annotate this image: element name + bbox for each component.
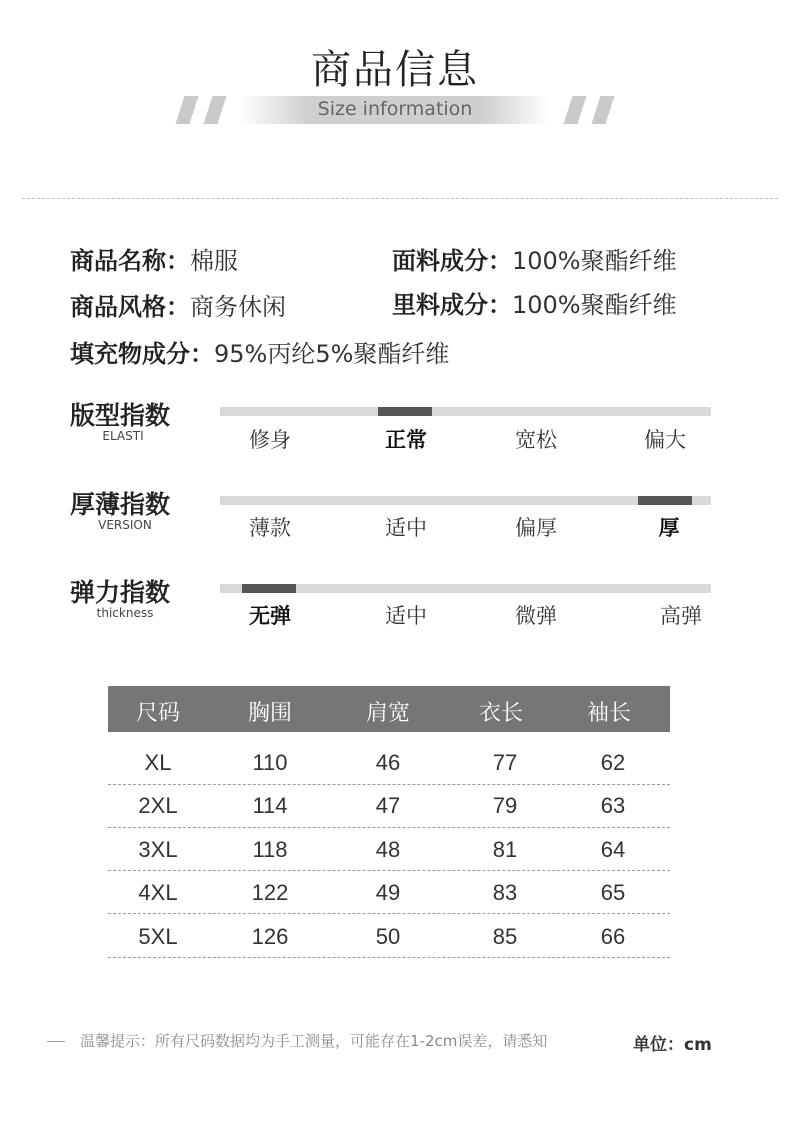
- table-cell: 85: [492, 924, 518, 949]
- fit-option-selected: 正常: [385, 428, 427, 452]
- thickness-index-subtitle: VERSION: [98, 518, 152, 532]
- elasticity-option: 适中: [385, 604, 427, 628]
- elasticity-index-subtitle: thickness: [96, 606, 154, 620]
- thickness-option: 适中: [385, 516, 427, 540]
- info-name-label: 商品名称：: [70, 247, 190, 275]
- table-cell: 114: [252, 793, 288, 818]
- page-title: 商品信息: [311, 47, 479, 93]
- row-divider: [108, 784, 670, 785]
- elasticity-index-title: 弹力指数: [70, 578, 171, 607]
- footer-note: 温馨提示：所有尺码数据均为手工测量，可能存在1-2cm误差，请悉知: [80, 1032, 548, 1050]
- table-cell: 2XL: [138, 793, 178, 818]
- header-shoulder: 肩宽: [365, 701, 410, 726]
- table-cell: 63: [600, 793, 626, 818]
- header-sleeve: 袖长: [586, 701, 631, 726]
- row-divider: [108, 913, 670, 914]
- table-cell: 122: [251, 880, 289, 905]
- section-divider: [22, 198, 778, 199]
- info-lining-value: 100%聚酯纤维: [512, 291, 677, 319]
- info-name-value: 棉服: [190, 247, 238, 275]
- table-cell: 110: [252, 750, 288, 775]
- table-cell: 48: [375, 837, 401, 862]
- table-cell: 126: [251, 924, 289, 949]
- info-style: [70, 287, 286, 322]
- table-cell: 64: [600, 837, 626, 862]
- table-cell: 83: [492, 880, 518, 905]
- table-cell: 46: [375, 750, 401, 775]
- thickness-index-title: 厚薄指数: [70, 490, 171, 519]
- thickness-index-marker: [638, 496, 692, 505]
- table-cell: 62: [600, 750, 626, 775]
- table-cell: 49: [375, 880, 401, 905]
- info-fabric-value: 100%聚酯纤维: [512, 247, 677, 275]
- fit-option: 修身: [249, 428, 291, 452]
- info-name: [70, 241, 238, 276]
- fit-index-track: [220, 407, 711, 416]
- fit-index-marker: [378, 407, 432, 416]
- row-divider: [108, 827, 670, 828]
- header-size: 尺码: [135, 701, 180, 726]
- table-cell: 118: [252, 837, 288, 862]
- info-filling-label: 填充物成分：: [70, 340, 214, 368]
- row-divider: [108, 870, 670, 871]
- row-divider: [108, 957, 670, 958]
- header-chest: 胸围: [247, 701, 292, 726]
- thickness-option: 薄款: [249, 516, 291, 540]
- table-cell: 79: [492, 793, 518, 818]
- fit-index-subtitle: ELASTI: [102, 429, 144, 443]
- info-filling-value: 95%丙纶5%聚酯纤维: [214, 340, 450, 368]
- page-subtitle: Size information: [317, 98, 473, 120]
- info-fabric-label: 面料成分：: [392, 247, 512, 275]
- info-lining: [392, 285, 677, 320]
- table-cell: 65: [600, 880, 626, 905]
- info-fabric: [392, 241, 677, 276]
- table-cell: XL: [144, 750, 172, 775]
- table-cell: 3XL: [138, 837, 178, 862]
- thickness-option-selected: 厚: [658, 516, 680, 540]
- footer-dash: [47, 1041, 65, 1042]
- elasticity-index-marker: [242, 584, 296, 593]
- elasticity-option: 微弹: [515, 604, 557, 628]
- footer-unit: 单位：cm: [633, 1035, 712, 1055]
- table-cell: 4XL: [138, 880, 178, 905]
- table-cell: 50: [375, 924, 401, 949]
- info-style-label: 商品风格：: [70, 293, 190, 321]
- elasticity-option-selected: 无弹: [249, 604, 291, 628]
- elasticity-option: 高弹: [660, 604, 702, 628]
- fit-index-title: 版型指数: [70, 401, 171, 430]
- subtitle-banner: [170, 96, 620, 124]
- info-lining-label: 里料成分：: [392, 291, 512, 319]
- fit-option: 宽松: [515, 428, 557, 452]
- fit-option: 偏大: [644, 428, 686, 452]
- table-cell: 47: [375, 793, 401, 818]
- info-style-value: 商务休闲: [190, 293, 286, 321]
- table-cell: 5XL: [138, 924, 178, 949]
- size-table-header: [108, 686, 670, 732]
- table-cell: 77: [492, 750, 518, 775]
- table-cell: 66: [600, 924, 626, 949]
- thickness-option: 偏厚: [515, 516, 557, 540]
- info-filling: [70, 334, 449, 369]
- header-length: 衣长: [478, 701, 523, 726]
- table-cell: 81: [492, 837, 518, 862]
